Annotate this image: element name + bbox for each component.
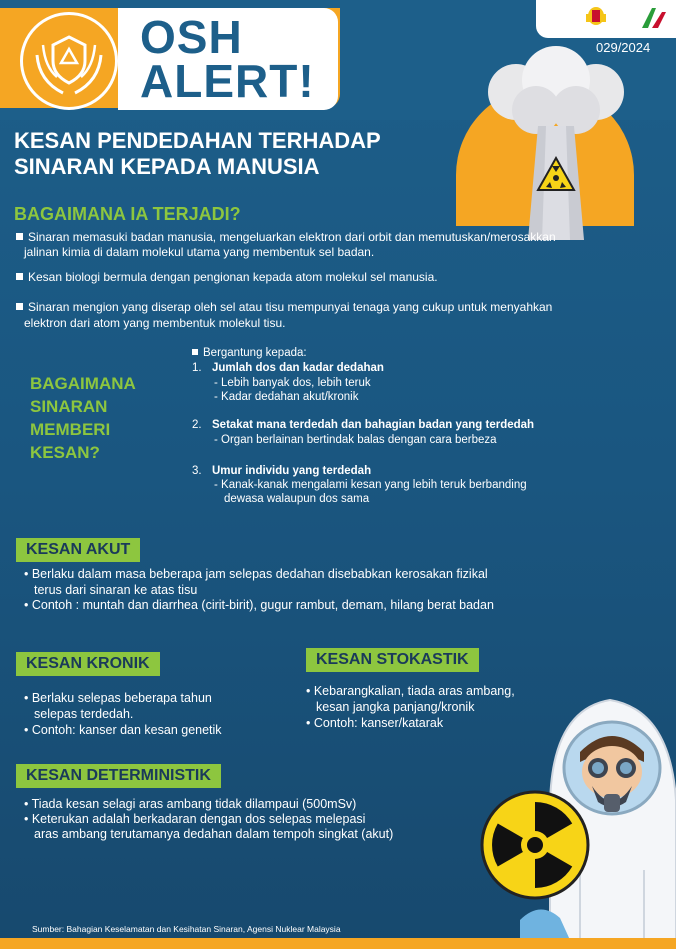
how-bullet-3-cont: elektron dari atom yang membentuk molekul tisu. <box>24 316 286 330</box>
effect-item-3-num: 3. <box>192 465 202 477</box>
radiation-symbol-icon <box>480 790 590 900</box>
title-osh: OSH <box>140 11 243 63</box>
effect-title-line: KESAN? <box>30 443 100 462</box>
effect-intro: Bergantung kepada: <box>192 346 307 360</box>
effect-item-1-sub-2: - Kadar dedahan akut/kronik <box>214 391 359 403</box>
chronic-line-1: • Berlaku selepas beberapa tahun <box>24 691 212 705</box>
how-bullet-1-cont: jalinan kimia di dalam molekul utama yang membentuk sel badan. <box>24 245 375 259</box>
effect-item-3-head: Umur individu yang terdedah <box>212 465 372 477</box>
effect-title-line: SINARAN <box>30 397 108 416</box>
bullet-icon <box>16 303 23 310</box>
title-alert: ALERT! <box>140 55 315 107</box>
effect-item-1-head: Jumlah dos dan kadar dedahan <box>212 362 384 374</box>
deterministic-line-1: • Tiada kesan selagi aras ambang tidak dilampaui (500mSv) <box>24 797 357 811</box>
malaysia-crest-icon <box>582 4 610 28</box>
source-credit: Sumber: Bahagian Keselamatan dan Kesihatan Sinaran, Agensi Nuklear Malaysia <box>32 924 341 934</box>
bullet-icon <box>192 349 198 355</box>
bottom-band <box>0 938 676 949</box>
deterministic-line-3: aras ambang terutamanya dedahan dalam tempoh singkat (akut) <box>34 827 394 841</box>
effect-item-2-num: 2. <box>192 419 202 431</box>
issue-number: 029/2024 <box>596 40 651 55</box>
effect-item-1-sub-1: - Lebih banyak dos, lebih teruk <box>214 377 371 389</box>
effect-title-line: BAGAIMANA <box>30 374 136 393</box>
acute-line-2: terus dari sinaran ke atas tisu <box>34 583 198 597</box>
hands-shield-logo-icon <box>20 12 118 110</box>
stochastic-line-2: kesan jangka panjang/kronik <box>316 700 475 714</box>
chronic-line-3: • Contoh: kanser dan kesan genetik <box>24 723 222 737</box>
how-bullet-3: Sinaran mengion yang diserap oleh sel atau tisu mempunyai tenaga yang cukup untuk menyahkan <box>16 300 666 315</box>
chronic-badge: KESAN KRONIK <box>16 652 160 676</box>
effect-item-3-sub-2: dewasa walaupun dos sama <box>224 493 370 505</box>
how-bullet-2: Kesan biologi bermula dengan pengionan kepada atom molekul sel manusia. <box>16 270 438 285</box>
chronic-line-2: selepas terdedah. <box>34 707 134 721</box>
acute-line-1: • Berlaku dalam masa beberapa jam selepas dedahan disebabkan kerosakan fizikal <box>24 567 488 581</box>
section-how-title: BAGAIMANA IA TERJADI? <box>14 204 241 224</box>
acute-line-3: • Contoh : muntah dan diarrhea (cirit-birit), gugur rambut, demam, hilang berat badan <box>24 598 494 612</box>
effect-title-line: MEMBERI <box>30 420 111 439</box>
main-title-line1: KESAN PENDEDAHAN TERHADAP <box>14 128 381 153</box>
effect-item-3-sub-1: - Kanak-kanak mengalami kesan yang lebih teruk berbanding <box>214 479 527 491</box>
mushroom-cloud-icon <box>446 40 666 240</box>
deterministic-badge: KESAN DETERMINISTIK <box>16 764 221 788</box>
stochastic-badge: KESAN STOKASTIK <box>306 648 479 672</box>
bullet-icon <box>16 273 23 280</box>
deterministic-line-2: • Keterukan adalah berkadaran dengan dos selepas melepasi <box>24 812 366 826</box>
acute-badge: KESAN AKUT <box>16 538 140 562</box>
effect-item-1-num: 1. <box>192 362 202 374</box>
main-title-line2: SINARAN KEPADA MANUSIA <box>14 154 320 179</box>
how-bullet-1: Sinaran memasuki badan manusia, mengeluarkan elektron dari orbit dan memutuskan/merosakkan <box>16 230 666 245</box>
section-effect-title <box>30 372 170 464</box>
effect-item-2-sub-1: - Organ berlainan bertindak balas dengan cara berbeza <box>214 434 497 446</box>
agency-logo-icon <box>640 6 670 30</box>
effect-item-2-head: Setakat mana terdedah dan bahagian badan yang terdedah <box>212 419 535 431</box>
bullet-icon <box>16 233 23 240</box>
stochastic-line-1: • Kebarangkalian, tiada aras ambang, <box>306 684 515 698</box>
stochastic-line-3: • Contoh: kanser/katarak <box>306 716 444 730</box>
